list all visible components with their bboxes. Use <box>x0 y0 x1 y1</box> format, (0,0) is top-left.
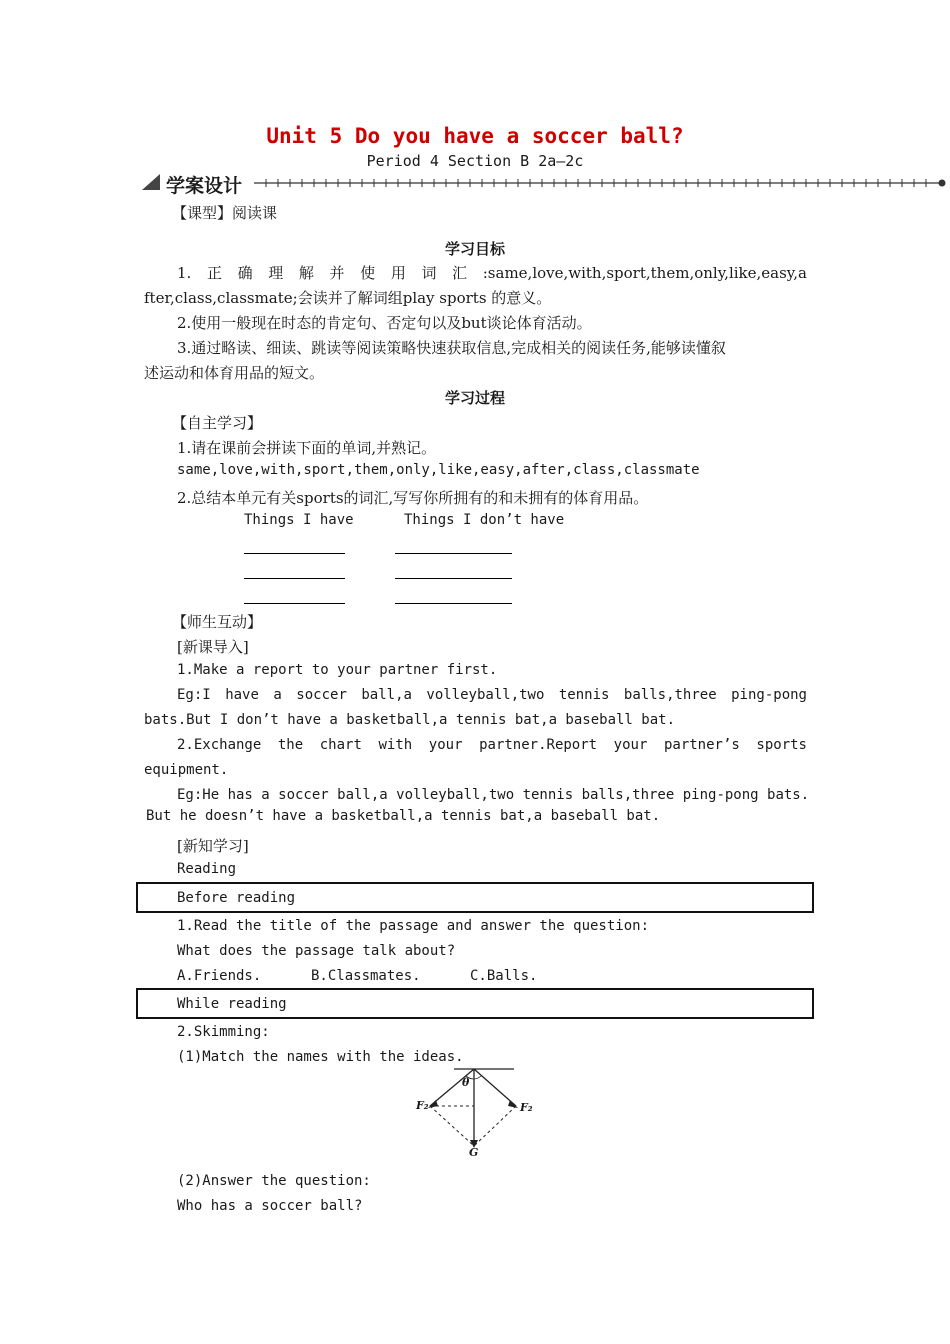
g-label: G <box>469 1146 479 1159</box>
goals-heading: 学习目标 <box>444 240 505 258</box>
interaction-heading: 【师生互动】 <box>172 613 263 631</box>
self-study-words: same,love,with,sport,them,only,like,easy,after,class,classmate <box>177 462 700 478</box>
option-c: C.Balls. <box>470 968 538 984</box>
process-heading: 学习过程 <box>444 389 505 407</box>
dashed-left-lower <box>430 1106 474 1146</box>
before-reading-label: Before reading <box>177 890 296 906</box>
self-study-1: 1.请在课前会拼读下面的单词,并熟记。 <box>177 439 437 457</box>
f2-left-label: F₂ <box>416 1099 429 1112</box>
goal-1-line-b: fter,class,classmate;会读并了解词组play sports 的意义。 <box>144 289 552 307</box>
option-b: B.Classmates. <box>311 968 421 984</box>
blank-dont-1[interactable] <box>395 553 512 554</box>
goal-3-line-b: 述运动和体育用品的短文。 <box>144 364 325 382</box>
reading-task-1: 1.Read the title of the passage and answer the question: <box>177 918 650 934</box>
blank-have-1[interactable] <box>244 553 345 554</box>
page-title: Unit 5 Do you have a soccer ball? <box>266 124 684 148</box>
f2-right-label: F₂ <box>520 1101 533 1114</box>
blank-have-3[interactable] <box>244 603 345 604</box>
col-things-i-dont-have: Things I don’t have <box>404 512 565 528</box>
goal-3-line-a: 3.通过略读、细读、跳读等阅读策略快速获取信息,完成相关的阅读任务,能够读懂叙 <box>177 339 726 357</box>
example-2-line-b: But he doesn’t have a basketball,a tennis bat,a baseball bat. <box>146 808 661 824</box>
before-reading-box <box>136 882 814 913</box>
skimming-task-1: (1)Match the names with the ideas. <box>177 1049 464 1065</box>
self-study-2: 2.总结本单元有关sports的词汇,写写你所拥有的和未拥有的体育用品。 <box>177 489 649 507</box>
while-reading-box <box>136 988 814 1019</box>
new-learning-heading: [新知学习] <box>177 837 249 855</box>
section-banner <box>142 172 948 197</box>
goal-2: 2.使用一般现在时态的肯定句、否定句以及but谈论体育活动。 <box>177 314 592 332</box>
blank-dont-2[interactable] <box>395 578 512 579</box>
rope-right <box>474 1069 516 1106</box>
reading-question-1: What does the passage talk about? <box>177 943 456 959</box>
banner-label: 学案设计 <box>166 175 243 197</box>
banner-decoration <box>142 172 948 194</box>
while-reading-label: While reading <box>177 996 287 1012</box>
goal-1-line-a: 1.正确理解并使用词汇:same,love,with,sport,them,only,like,easy,a <box>177 264 807 282</box>
example-1-line-a: Eg:I have a soccer ball,a volleyball,two tennis balls,three ping-pong <box>177 687 807 703</box>
theta-label: θ <box>462 1076 470 1089</box>
intro-2-line-a: 2.Exchange the chart with your partner.Report your partner’s sports <box>177 737 807 753</box>
skimming-label: 2.Skimming: <box>177 1024 270 1040</box>
force-diagram <box>414 1066 540 1162</box>
arrow-right-icon <box>508 1100 518 1108</box>
option-a: A.Friends. <box>177 968 262 984</box>
intro-2-line-b: equipment. <box>144 762 229 778</box>
blank-dont-3[interactable] <box>395 603 512 604</box>
col-things-i-have: Things I have <box>244 512 354 528</box>
lesson-type: 【课型】阅读课 <box>172 204 278 222</box>
skimming-question-2: Who has a soccer ball? <box>177 1198 363 1214</box>
skimming-task-2: (2)Answer the question: <box>177 1173 371 1189</box>
banner-triangle-icon <box>142 174 160 190</box>
page-subtitle: Period 4 Section B 2a—2c <box>366 152 584 170</box>
example-1-line-b: bats.But I don’t have a basketball,a tennis bat,a baseball bat. <box>144 712 676 728</box>
blank-have-2[interactable] <box>244 578 345 579</box>
dashed-right-lower <box>474 1106 516 1146</box>
reading-label: Reading <box>177 861 237 877</box>
new-intro-heading: [新课导入] <box>177 638 249 656</box>
self-study-heading: 【自主学习】 <box>172 414 263 432</box>
example-2-line-a: Eg:He has a soccer ball,a volleyball,two tennis balls,three ping-pong bats. <box>177 787 810 803</box>
intro-1: 1.Make a report to your partner first. <box>177 662 498 678</box>
